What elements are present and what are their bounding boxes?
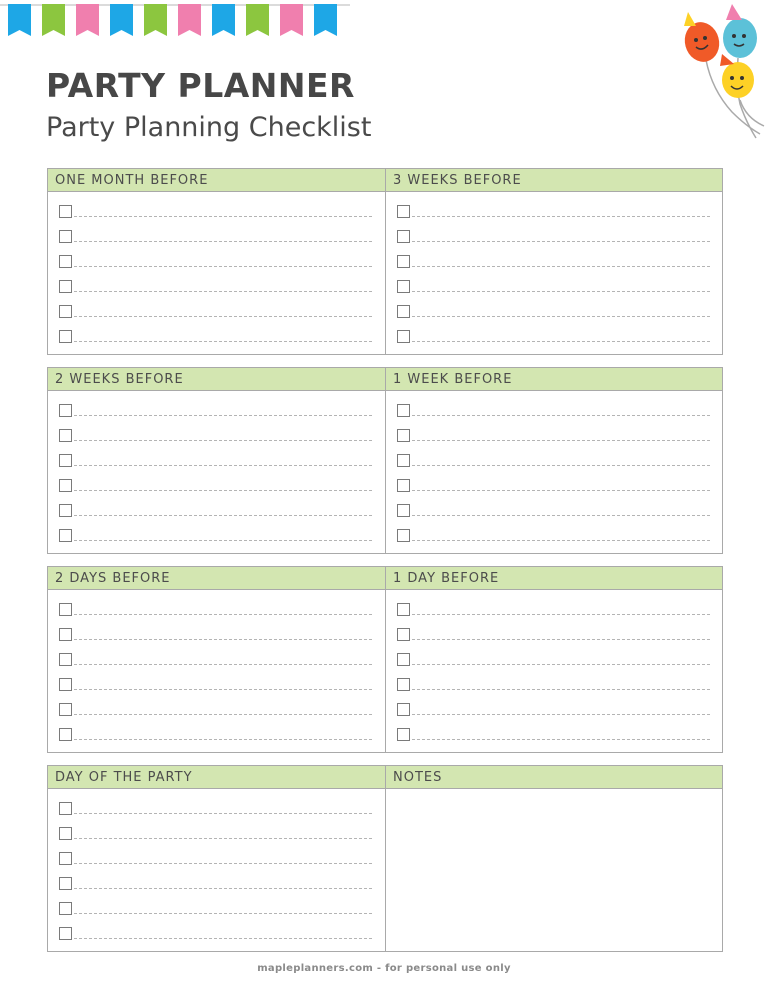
checklist-item bbox=[386, 625, 722, 650]
write-in-line[interactable] bbox=[74, 476, 372, 491]
write-in-line[interactable] bbox=[74, 426, 372, 441]
write-in-line[interactable] bbox=[74, 625, 372, 640]
write-in-line[interactable] bbox=[74, 202, 372, 217]
checkbox[interactable] bbox=[59, 827, 72, 840]
checklist-item bbox=[48, 202, 385, 227]
column-header: 1 DAY BEFORE bbox=[386, 567, 722, 590]
checklist-item bbox=[386, 675, 722, 700]
checklist-item bbox=[48, 451, 385, 476]
write-in-line[interactable] bbox=[412, 252, 710, 267]
checkbox[interactable] bbox=[59, 603, 72, 616]
checklist-item bbox=[386, 302, 722, 327]
write-in-line[interactable] bbox=[74, 824, 372, 839]
checklist-item bbox=[386, 650, 722, 675]
checkbox[interactable] bbox=[59, 230, 72, 243]
checklist-item bbox=[48, 327, 385, 352]
write-in-line[interactable] bbox=[412, 401, 710, 416]
bunting-flag bbox=[144, 4, 167, 36]
checkbox[interactable] bbox=[59, 902, 72, 915]
checklist-item bbox=[48, 600, 385, 625]
checklist-item bbox=[386, 451, 722, 476]
checkbox[interactable] bbox=[59, 877, 72, 890]
checklist-items bbox=[48, 789, 385, 951]
checkbox[interactable] bbox=[59, 404, 72, 417]
column-header: 3 WEEKS BEFORE bbox=[386, 169, 722, 192]
checkbox[interactable] bbox=[397, 205, 410, 218]
write-in-line[interactable] bbox=[74, 849, 372, 864]
checklist-item bbox=[48, 849, 385, 874]
checklist-item bbox=[48, 675, 385, 700]
checklist-column bbox=[385, 368, 722, 553]
bunting-flag bbox=[280, 4, 303, 36]
write-in-line[interactable] bbox=[74, 675, 372, 690]
write-in-line[interactable] bbox=[74, 600, 372, 615]
checkbox[interactable] bbox=[59, 454, 72, 467]
checkbox[interactable] bbox=[397, 330, 410, 343]
checklist-items bbox=[48, 590, 385, 752]
checklist-column bbox=[48, 368, 385, 553]
write-in-line[interactable] bbox=[412, 725, 710, 740]
checklist-column bbox=[385, 169, 722, 354]
write-in-line[interactable] bbox=[74, 799, 372, 814]
checklist-item bbox=[48, 924, 385, 949]
write-in-line[interactable] bbox=[412, 277, 710, 292]
write-in-line[interactable] bbox=[74, 401, 372, 416]
checklist-item bbox=[48, 874, 385, 899]
checklist-section bbox=[47, 168, 723, 355]
checklist-item bbox=[48, 799, 385, 824]
checklist-item bbox=[48, 252, 385, 277]
checklist-item bbox=[386, 426, 722, 451]
notes-column bbox=[385, 766, 722, 951]
checklist-item bbox=[386, 202, 722, 227]
checkbox[interactable] bbox=[59, 504, 72, 517]
checkbox[interactable] bbox=[59, 255, 72, 268]
write-in-line[interactable] bbox=[412, 202, 710, 217]
column-header: 2 DAYS BEFORE bbox=[48, 567, 385, 590]
checkbox[interactable] bbox=[59, 529, 72, 542]
checklist-items bbox=[48, 391, 385, 553]
checkbox[interactable] bbox=[59, 280, 72, 293]
checkbox[interactable] bbox=[397, 230, 410, 243]
checklist-items bbox=[386, 391, 722, 553]
column-header: NOTES bbox=[386, 766, 722, 789]
checklist-item bbox=[48, 725, 385, 750]
column-header: 2 WEEKS BEFORE bbox=[48, 368, 385, 391]
checklist-item bbox=[48, 899, 385, 924]
write-in-line[interactable] bbox=[74, 650, 372, 665]
write-in-line[interactable] bbox=[74, 227, 372, 242]
checkbox[interactable] bbox=[59, 852, 72, 865]
write-in-line[interactable] bbox=[412, 700, 710, 715]
checklist-section bbox=[47, 566, 723, 753]
write-in-line[interactable] bbox=[74, 526, 372, 541]
write-in-line[interactable] bbox=[412, 451, 710, 466]
bunting-flag bbox=[8, 4, 31, 36]
write-in-line[interactable] bbox=[412, 327, 710, 342]
checkbox[interactable] bbox=[59, 479, 72, 492]
write-in-line[interactable] bbox=[412, 650, 710, 665]
column-header: ONE MONTH BEFORE bbox=[48, 169, 385, 192]
checklist-column bbox=[48, 766, 385, 951]
checkbox[interactable] bbox=[59, 305, 72, 318]
write-in-line[interactable] bbox=[74, 874, 372, 889]
write-in-line[interactable] bbox=[74, 501, 372, 516]
checkbox[interactable] bbox=[59, 330, 72, 343]
checkbox[interactable] bbox=[397, 454, 410, 467]
checkbox[interactable] bbox=[397, 280, 410, 293]
notes-area[interactable] bbox=[386, 789, 722, 951]
checklist-item bbox=[386, 277, 722, 302]
bunting-flag bbox=[110, 4, 133, 36]
bunting-flag bbox=[178, 4, 201, 36]
bunting-flags-icon bbox=[0, 0, 360, 44]
write-in-line[interactable] bbox=[412, 600, 710, 615]
checklist-column bbox=[48, 169, 385, 354]
checklist-items bbox=[48, 192, 385, 354]
checkbox[interactable] bbox=[397, 529, 410, 542]
checkbox[interactable] bbox=[397, 703, 410, 716]
bunting-flag bbox=[246, 4, 269, 36]
checklist-item bbox=[386, 327, 722, 352]
checklist-section bbox=[47, 765, 723, 952]
write-in-line[interactable] bbox=[412, 227, 710, 242]
checkbox[interactable] bbox=[397, 429, 410, 442]
write-in-line[interactable] bbox=[74, 327, 372, 342]
checklist-section bbox=[47, 367, 723, 554]
write-in-line[interactable] bbox=[74, 451, 372, 466]
checklist-item bbox=[48, 227, 385, 252]
checklist-column bbox=[48, 567, 385, 752]
checkbox[interactable] bbox=[59, 927, 72, 940]
checklist-item bbox=[48, 650, 385, 675]
checkbox[interactable] bbox=[397, 504, 410, 517]
checkbox[interactable] bbox=[59, 728, 72, 741]
checklist-item bbox=[386, 252, 722, 277]
checklist-column bbox=[385, 567, 722, 752]
page-title: PARTY PLANNER bbox=[46, 66, 355, 105]
write-in-line[interactable] bbox=[74, 302, 372, 317]
checklist-item bbox=[386, 600, 722, 625]
checkbox[interactable] bbox=[59, 653, 72, 666]
write-in-line[interactable] bbox=[412, 675, 710, 690]
checklist-item bbox=[48, 700, 385, 725]
column-header: DAY OF THE PARTY bbox=[48, 766, 385, 789]
checkbox[interactable] bbox=[397, 305, 410, 318]
checklist-item bbox=[48, 426, 385, 451]
write-in-line[interactable] bbox=[74, 899, 372, 914]
bunting-flag bbox=[42, 4, 65, 36]
write-in-line[interactable] bbox=[412, 526, 710, 541]
checklist-item bbox=[48, 476, 385, 501]
checklist-item bbox=[48, 501, 385, 526]
checkbox[interactable] bbox=[397, 678, 410, 691]
page-subtitle: Party Planning Checklist bbox=[46, 112, 372, 143]
checklist-item bbox=[48, 401, 385, 426]
write-in-line[interactable] bbox=[74, 725, 372, 740]
checklist-item bbox=[386, 501, 722, 526]
checklist-item bbox=[48, 526, 385, 551]
write-in-line[interactable] bbox=[74, 252, 372, 267]
checklist-item bbox=[386, 725, 722, 750]
write-in-line[interactable] bbox=[412, 302, 710, 317]
checkbox[interactable] bbox=[59, 205, 72, 218]
checkbox[interactable] bbox=[59, 678, 72, 691]
write-in-line[interactable] bbox=[412, 625, 710, 640]
checkbox[interactable] bbox=[397, 728, 410, 741]
bunting-flag bbox=[76, 4, 99, 36]
write-in-line[interactable] bbox=[74, 277, 372, 292]
write-in-line[interactable] bbox=[74, 924, 372, 939]
checkbox[interactable] bbox=[59, 703, 72, 716]
balloons-icon bbox=[676, 0, 768, 140]
checkbox[interactable] bbox=[397, 603, 410, 616]
checklist-item bbox=[386, 227, 722, 252]
checkbox[interactable] bbox=[397, 404, 410, 417]
checkbox[interactable] bbox=[59, 802, 72, 815]
checklist-item bbox=[386, 526, 722, 551]
column-header: 1 WEEK BEFORE bbox=[386, 368, 722, 391]
checklist-item bbox=[48, 277, 385, 302]
checkbox[interactable] bbox=[59, 429, 72, 442]
write-in-line[interactable] bbox=[412, 476, 710, 491]
checkbox[interactable] bbox=[397, 255, 410, 268]
checklist-item bbox=[386, 401, 722, 426]
checklist-item bbox=[48, 302, 385, 327]
bunting-flag bbox=[314, 4, 337, 36]
checklist-items bbox=[386, 590, 722, 752]
write-in-line[interactable] bbox=[74, 700, 372, 715]
checklist-item bbox=[386, 476, 722, 501]
checkbox[interactable] bbox=[397, 653, 410, 666]
checkbox[interactable] bbox=[397, 628, 410, 641]
bunting-flag bbox=[212, 4, 235, 36]
write-in-line[interactable] bbox=[412, 501, 710, 516]
checklist-items bbox=[386, 192, 722, 354]
checklist-item bbox=[48, 625, 385, 650]
footer-credit: mapleplanners.com - for personal use only bbox=[257, 963, 511, 974]
checklist-item bbox=[48, 824, 385, 849]
checkbox[interactable] bbox=[59, 628, 72, 641]
write-in-line[interactable] bbox=[412, 426, 710, 441]
checklist-item bbox=[386, 700, 722, 725]
checkbox[interactable] bbox=[397, 479, 410, 492]
